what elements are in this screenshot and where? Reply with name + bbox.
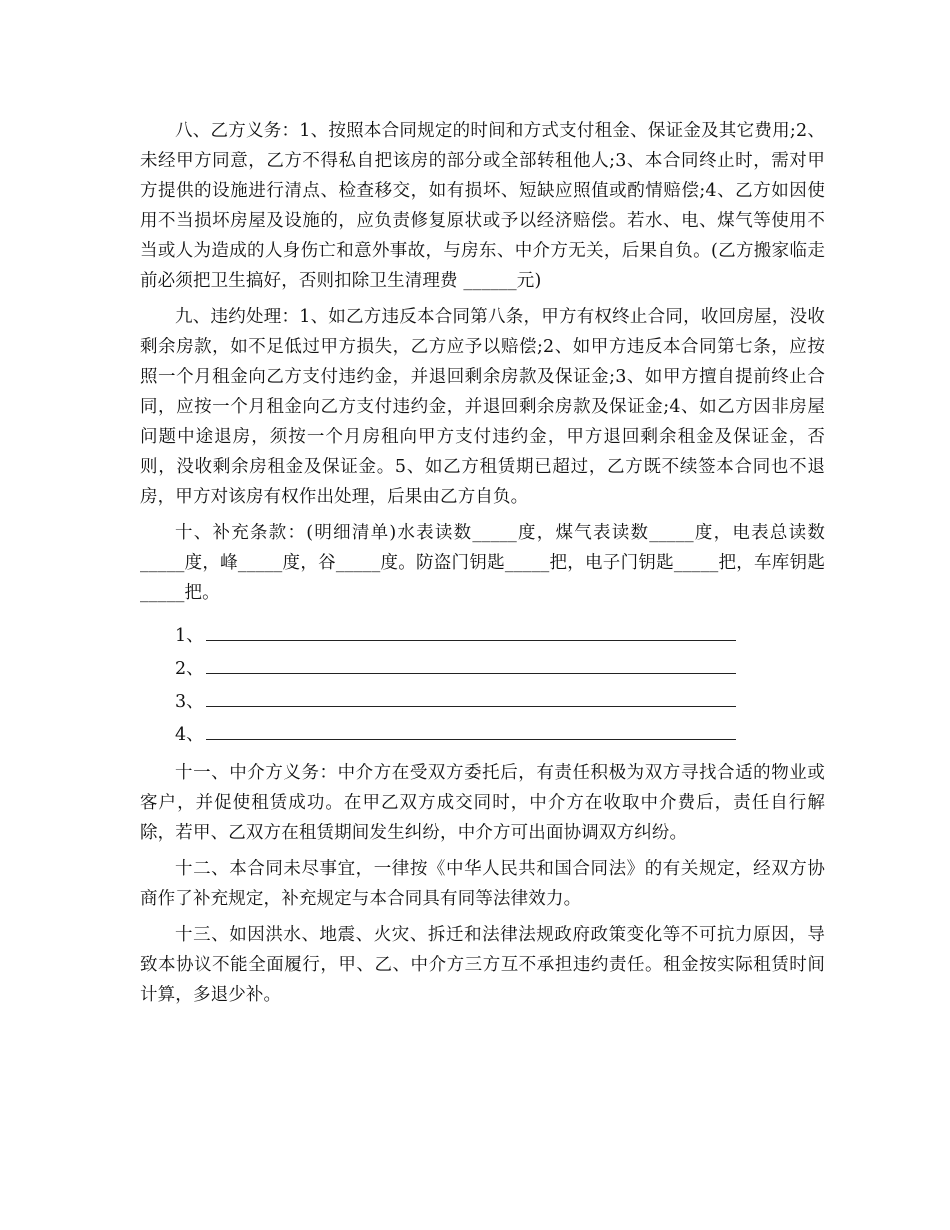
clause-8-party-b-obligations: 八、乙方义务：1、按照本合同规定的时间和方式支付租金、保证金及其它费用;2、未经甲方同意，乙方不得私自把该房的部分或全部转租他人;3、本合同终止时，需对甲方提供的设施进行清点、检查移交，如有损坏、短缺应照值或酌情赔偿;4、乙方如因使用不当损坏房屋及设施的，应负责修复原状或予以经济赔偿。若水、电、煤气等使用不当或人为造成的人身伤亡和意外事故，与房东、中介方无关，后果自负。(乙方搬家临走前必须把卫生搞好，否则扣除卫生清理费 ______元) bbox=[140, 121, 825, 291]
clause-13-force-majeure: 十三、如因洪水、地震、火灾、拆迁和法律法规政府政策变化等不可抗力原因，导致本协议不能全面履行，甲、乙、中介方三方互不承担违约责任。租金按实际租赁时间计算，多退少补。 bbox=[140, 925, 825, 1005]
supplement-line-number: 4、 bbox=[175, 725, 204, 745]
clause-10-supplementary-terms: 十、补充条款：(明细清单)水表读数_____度，煤气表读数_____度，电表总读数_____度，峰_____度，谷_____度。防盗门钥匙_____把，电子门钥匙_____把，车库钥匙_____把。 bbox=[140, 523, 825, 603]
supplement-fill-lines bbox=[140, 614, 825, 746]
blank-underline bbox=[206, 640, 736, 641]
clause-11-agent-obligations: 十一、中介方义务：中介方在受双方委托后，有责任积极为双方寻找合适的物业或客户，并促使租赁成功。在甲乙双方成交同时，中介方在收取中介费后，责任自行解除，若甲、乙双方在租赁期间发生纠纷，中介方可出面协调双方纠纷。 bbox=[140, 763, 825, 843]
contract-page bbox=[140, 116, 825, 1016]
clause-9-breach-handling: 九、违约处理：1、如乙方违反本合同第八条，甲方有权终止合同，收回房屋，没收剩余房款，如不足低过甲方损失，乙方应予以赔偿;2、如甲方违反本合同第七条，应按照一个月租金向乙方支付违约金，并退回剩余房款及保证金;3、如甲方擅自提前终止合同，应按一个月租金向乙方支付违约金，并退回剩余房款及保证金;4、如乙方因非房屋问题中途退房，须按一个月房租向甲方支付违约金，甲方退回剩余租金及保证金，否则，没收剩余房租金及保证金。5、如乙方租赁期已超过，乙方既不续签本合同也不退房，甲方对该房有权作出处理，后果由乙方自负。 bbox=[140, 307, 825, 507]
supplement-line-number: 2、 bbox=[175, 659, 204, 679]
blank-underline bbox=[206, 739, 736, 740]
blank-underline bbox=[206, 673, 736, 674]
supplement-line-1 bbox=[140, 614, 825, 647]
supplement-line-2 bbox=[140, 647, 825, 680]
supplement-line-number: 3、 bbox=[175, 692, 204, 712]
supplement-line-4 bbox=[140, 713, 825, 746]
clause-12-unresolved-matters: 十二、本合同未尽事宜，一律按《中华人民共和国合同法》的有关规定，经双方协商作了补充规定，补充规定与本合同具有同等法律效力。 bbox=[140, 859, 825, 909]
supplement-line-number: 1、 bbox=[175, 626, 204, 646]
blank-underline bbox=[206, 706, 736, 707]
supplement-line-3 bbox=[140, 680, 825, 713]
